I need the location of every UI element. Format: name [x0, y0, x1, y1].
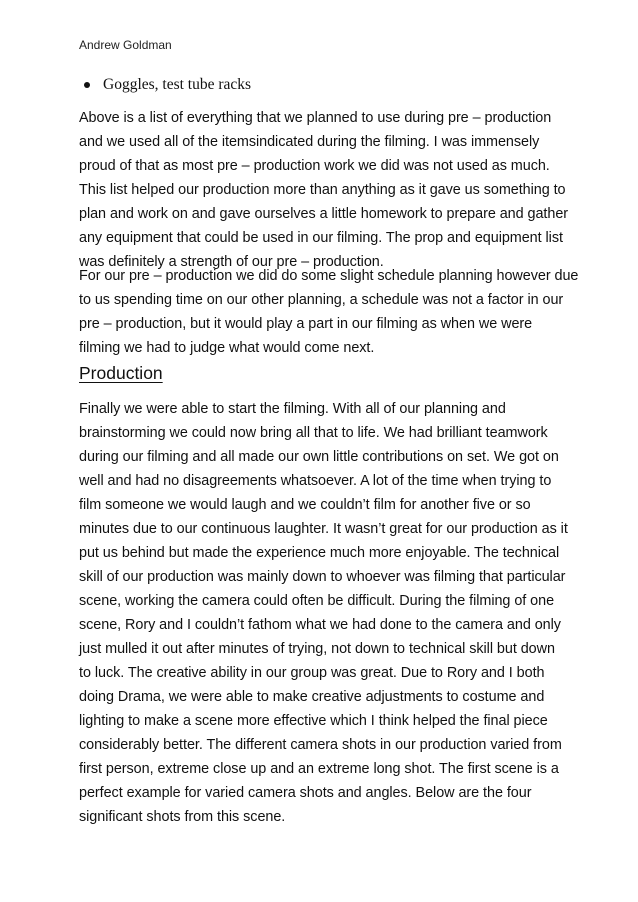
paragraph-line: during our filming and all made our own little contributions on set. We got on	[79, 449, 559, 465]
paragraph-line: plan and work on and gave ourselves a little homework to prepare and gather	[79, 206, 569, 222]
page-header-author: Andrew Goldman	[79, 38, 172, 52]
paragraph-line: any equipment that could be used in our filming. The prop and equipment list	[79, 230, 563, 246]
paragraph-line: doing Drama, we were able to make creative adjustments to costume and	[79, 689, 545, 705]
paragraph-line: considerably better. The different camera shots in our production varied from	[79, 737, 562, 753]
paragraph-line: to us spending time on our other planning, a schedule was not a factor in our	[79, 292, 564, 308]
paragraph-line: significant shots from this scene.	[79, 809, 286, 825]
paragraph-line: proud of that as most pre – production work we did was not used as much.	[79, 158, 550, 174]
section-heading-production: Production	[79, 363, 163, 383]
paragraph-line: brainstorming we could now bring all that to life. We had brilliant teamwork	[79, 425, 548, 441]
paragraph-line: pre – production, but it would play a part in our filming as when we were	[79, 316, 533, 332]
paragraph-production	[79, 397, 569, 829]
paragraph-line: lighting to make a scene more effective which I think helped the final piece	[79, 713, 548, 729]
paragraph-equipment-list	[79, 106, 569, 274]
bullet-dot-icon	[84, 82, 90, 88]
paragraph-line: to luck. The creative ability in our group was great. Due to Rory and I both	[79, 665, 545, 681]
paragraph-line: Finally we were able to start the filming. With all of our planning and	[79, 401, 506, 417]
paragraph-line: put us behind but made the experience much more enjoyable. The technical	[79, 545, 560, 561]
paragraph-line: just mulled it out after minutes of trying, not down to technical skill but down	[79, 641, 555, 657]
paragraph-line: For our pre – production we did do some slight schedule planning however due	[79, 268, 579, 284]
paragraph-line: film someone we would laugh and we couldn’t film for another five or so	[79, 497, 531, 513]
paragraph-line: skill of our production was mainly down to whoever was filming that particular	[79, 569, 566, 585]
paragraph-line: filming we had to judge what would come next.	[79, 340, 375, 356]
paragraph-line: was definitely a strength of our pre – production.	[79, 254, 384, 270]
paragraph-schedule	[79, 264, 579, 360]
bullet-item-text: Goggles, test tube racks	[103, 76, 252, 93]
paragraph-line: This list helped our production more than anything as it gave us something to	[79, 182, 566, 198]
bullet-list	[79, 75, 559, 95]
paragraph-line: scene, working the camera could often be difficult. During the filming of one	[79, 593, 555, 609]
paragraph-line: well and had no disagreements whatsoever. A lot of the time when trying to	[79, 473, 552, 489]
paragraph-line: and we used all of the itemsindicated during the filming. I was immensely	[79, 134, 540, 150]
paragraph-line: first person, extreme close up and an extreme long shot. The first scene is a	[79, 761, 559, 777]
paragraph-line: minutes due to our continuous laughter. It wasn’t great for our production as it	[79, 521, 568, 537]
paragraph-line: scene, Rory and I couldn’t fathom what we had done to the camera and only	[79, 617, 561, 633]
paragraph-line: perfect example for varied camera shots and angles. Below are the four	[79, 785, 532, 801]
bullet-item	[79, 75, 559, 95]
paragraph-line: Above is a list of everything that we planned to use during pre – production	[79, 110, 552, 126]
